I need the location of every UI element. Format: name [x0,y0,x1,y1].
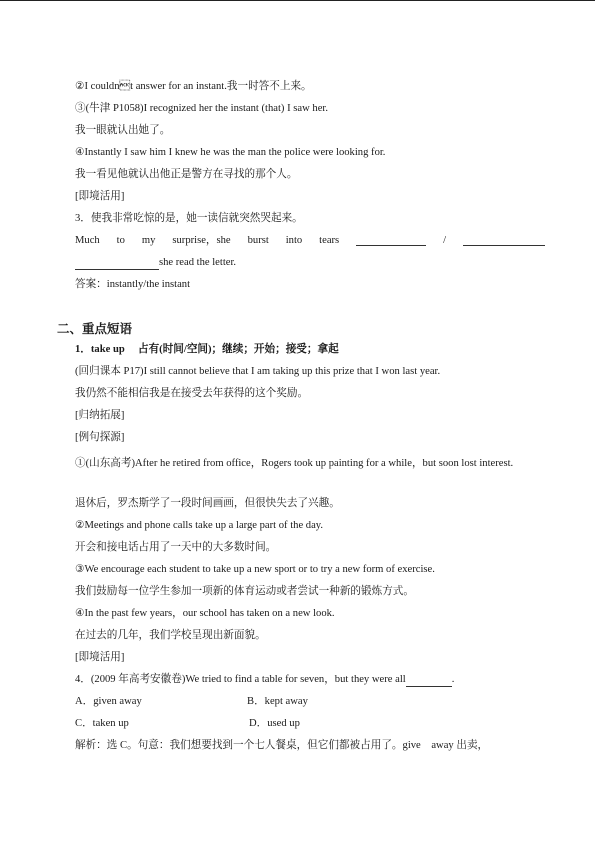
example-4: ④In the past few years，our school has taken on a new look. [75,608,335,619]
word: Much [75,235,100,246]
word: into [285,235,303,246]
word: surprise，she [172,235,231,246]
examples-heading: [例句探源] [75,432,125,443]
options-row-2 [75,717,545,731]
example-2-translation: 开会和接电话占用了一天中的大多数时间。 [75,542,277,553]
exercise-3-prompt: 3．使我非常吃惊的是，她一读信就突然哭起来。 [75,213,303,224]
example-3: ③We encourage each student to take up a new sport or to try a new form of exercise. [75,564,435,575]
exercise-3-sentence-end [75,256,545,270]
practice-heading: [即境活用] [75,191,125,202]
example-line-3: ③(牛津 P1058)I recognized her the instant (that) I saw her. [75,103,328,114]
answer-blank-1[interactable] [356,234,426,246]
example-1: ①(山东高考)After he retired from office，Rogers took up painting for a while，but soon lost interest. [75,458,514,469]
answer-blank-2[interactable] [463,234,545,246]
exercise-3-sentence [75,234,545,248]
example-line-2: ②I couldnt answer for an instant.我一时答不上来。 [75,81,312,92]
textbook-translation: 我仍然不能相信我是在接受去年获得的这个奖励。 [75,388,309,399]
question-end: . [451,674,455,685]
answer-line: 答案：instantly/the instant [75,279,191,290]
summary-heading: [归纳拓展] [75,410,125,421]
example-1-translation: 退休后，罗杰斯学了一段时间画画，但很快失去了兴趣。 [75,498,340,509]
answer-blank-3[interactable] [75,258,159,270]
analysis-line: 解析：选 C。句意：我们想要找到一个七人餐桌，但它们都被占用了。give away 出卖， [75,740,489,751]
section-title: 二、重点短语 [57,321,133,336]
word: my [141,235,156,246]
textbook-example: (回归课本 P17)I still cannot believe that I am taking up this prize that I won last year. [75,366,441,377]
slash: / [443,235,447,246]
options-row-1 [75,695,545,709]
option-c[interactable]: C．taken up [75,718,129,729]
practice-heading-2: [即境活用] [75,652,125,663]
sentence-tail: she read the letter. [159,257,237,268]
phrase-heading-take-up: 1．take up 占有(时间/空间)；继续；开始；接受；拿起 [75,344,339,355]
option-a[interactable]: A．given away [75,696,142,707]
example-2: ②Meetings and phone calls take up a large part of the day. [75,520,324,531]
example-4-translation: 在过去的几年，我们学校呈现出新面貌。 [75,630,266,641]
question-text: 4．(2009 年高考安徽卷)We tried to find a table for seven，but they were all [75,674,406,685]
option-b[interactable]: B．kept away [247,696,308,707]
word: burst [247,235,269,246]
example-3-translation: 我们鼓励每一位学生参加一项新的体育运动或者尝试一种新的锻炼方式。 [75,586,414,597]
word: to [116,235,125,246]
option-d[interactable]: D．used up [249,718,300,729]
example-translation-4: 我一看见他就认出他正是警方在寻找的那个人。 [75,169,298,180]
exercise-4-question [75,673,545,687]
example-line-4: ④Instantly I saw him I knew he was the man the police were looking for. [75,147,386,158]
example-translation-3: 我一眼就认出她了。 [75,125,171,136]
answer-blank-4[interactable] [406,675,452,687]
word: tears [319,235,340,246]
